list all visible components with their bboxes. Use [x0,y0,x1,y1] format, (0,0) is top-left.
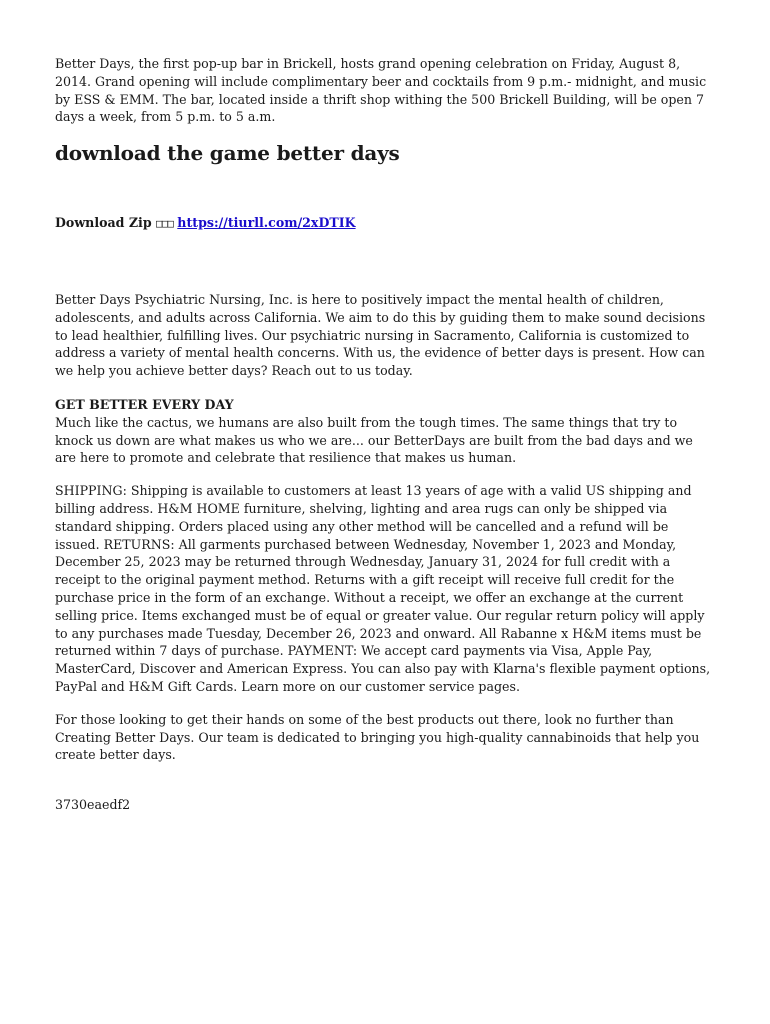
document-page [55,55,715,814]
intro-paragraph: Better Days, the first pop-up bar in Brickell, hosts grand opening celebration on Friday, August 8, 2014. Grand opening will include complimentary beer and cocktails from 9 p.m.- midnight, and music by ESS & EMM. The bar, located inside a thrift shop withing the 500 Brickell Building, will be open 7 days a week, from 5 p.m. to 5 a.m. [55,56,707,125]
placeholder-glyphs: □□□ [156,217,173,231]
section-heading: GET BETTER EVERY DAY [55,396,234,412]
download-link[interactable]: https://tiurll.com/2xDTIK [177,215,356,231]
document-code: 3730eaedf2 [55,797,131,813]
download-line [55,214,715,233]
cactus-paragraph: Much like the cactus, we humans are also built from the tough times. The same things that try to knock us down are what makes us who we are... our BetterDays are built from the bad days and we are here to promote and celebrate that resilience that makes us human. [55,414,693,466]
download-label: Download Zip [55,215,152,231]
shipping-paragraph: SHIPPING: Shipping is available to customers at least 13 years of age with a valid US shipping and billing address. H&M HOME furniture, shelving, lighting and area rugs can only be shipped via standard shipping. Orders placed using any other method will be cancelled and a refund will be issued. RETURNS: All garments purchased between Wednesday, November 1, 2023 and Monday, December 25, 2023 may be returned through Wednesday, January 31, 2024 for full credit with a receipt to the original payment method. Returns with a gift receipt will receive full credit for the purchase price in the form of an exchange. Without a receipt, we offer an exchange at the current selling price. Items exchanged must be of equal or greater value. Our regular return policy will apply to any purchases made Tuesday, December 26, 2023 and onward. All Rabanne x H&M items must be returned within 7 days of purchase. PAYMENT: We accept card payments via Visa, Apple Pay, MasterCard, Discover and American Express. You can also pay with Klarna's flexible payment options, PayPal and H&M Gift Cards. Learn more on our customer service pages. [55,483,711,694]
page-title: download the game better days [55,141,400,166]
nursing-paragraph: Better Days Psychiatric Nursing, Inc. is here to positively impact the mental health of children, adolescents, and adults across California. We aim to do this by guiding them to make sound decisions to lead healthier, fulfilling lives. Our psychiatric nursing in Sacramento, California is customized to address a variety of mental health concerns. With us, the evidence of better days is present. How can we help you achieve better days? Reach out to us today. [55,291,706,379]
products-paragraph: For those looking to get their hands on some of the best products out there, look no further than Creating Better Days. Our team is dedicated to bringing you high-quality cannabinoids that help you create better days. [55,711,700,763]
